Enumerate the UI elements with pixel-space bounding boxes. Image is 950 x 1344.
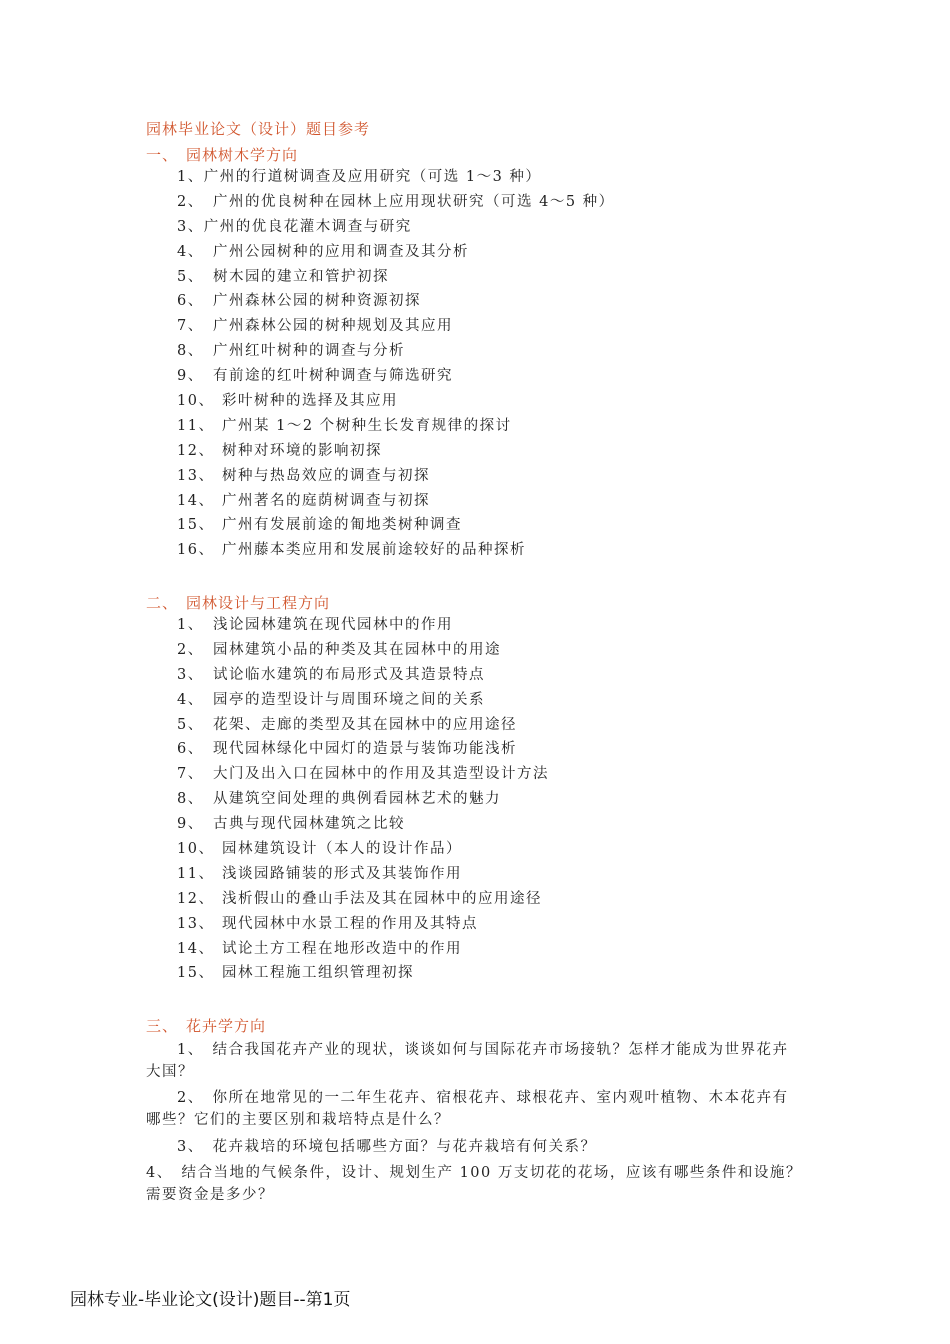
list-item: 4、 广州公园树种的应用和调查及其分析 (177, 243, 469, 260)
page-footer: 园林专业-毕业论文(设计)题目--第1页 (70, 1290, 351, 1310)
section-number: 三、 (146, 1017, 179, 1035)
section-title: 园林树木学方向 (186, 146, 299, 164)
list-item: 5、 树木园的建立和管护初探 (177, 268, 389, 285)
list-item: 13、 现代园林中水景工程的作用及其特点 (177, 915, 478, 932)
section-heading (146, 592, 330, 613)
section-heading (146, 144, 298, 165)
topic-list (177, 165, 615, 563)
list-item: 16、 广州藤本类应用和发展前途较好的品种探析 (177, 542, 526, 559)
list-item: 6、 广州森林公园的树种资源初探 (177, 293, 421, 310)
question-paragraph: 2、 你所在地常见的一二年生花卉、宿根花卉、球根花卉、室内观叶植物、木本花卉有哪些？它们的主要区别和栽培特点是什么？ (146, 1090, 789, 1128)
list-item: 7、 大门及出入口在园林中的作用及其造型设计方法 (177, 766, 549, 783)
list-item: 1、广州的行道树调查及应用研究（可选 1～3 种） (177, 169, 542, 185)
list-item: 12、 浅析假山的叠山手法及其在园林中的应用途径 (177, 890, 542, 907)
list-item: 6、 现代园林绿化中园灯的造景与装饰功能浅析 (177, 741, 517, 758)
section-title: 花卉学方向 (186, 1017, 267, 1035)
list-item: 3、广州的优良花灌木调查与研究 (177, 218, 412, 235)
section-number: 二、 (146, 594, 179, 612)
list-item: 13、 树种与热岛效应的调查与初探 (177, 467, 430, 484)
topic-list (177, 613, 549, 986)
list-item: 15、 园林工程施工组织管理初探 (177, 965, 414, 982)
question-paragraph: 3、 花卉栽培的环境包括哪些方面？与花卉栽培有何关系？ (177, 1139, 597, 1155)
list-item: 9、 有前途的红叶树种调查与筛选研究 (177, 368, 453, 385)
list-item: 10、 园林建筑设计（本人的设计作品） (177, 841, 462, 858)
list-item: 10、 彩叶树种的选择及其应用 (177, 393, 398, 410)
list-item: 14、 试论土方工程在地形改造中的作用 (177, 940, 462, 957)
list-item: 9、 古典与现代园林建筑之比较 (177, 816, 405, 833)
section-title: 园林设计与工程方向 (186, 594, 331, 612)
list-item: 3、 试论临水建筑的布局形式及其造景特点 (177, 666, 485, 683)
list-item: 15、 广州有发展前途的匍地类树种调查 (177, 517, 462, 534)
list-item: 8、 从建筑空间处理的典例看园林艺术的魅力 (177, 791, 501, 808)
list-item: 7、 广州森林公园的树种规划及其应用 (177, 318, 453, 335)
question-paragraph: 4、 结合当地的气候条件，设计、规划生产 100 万支切花的花场，应该有哪些条件和设施？需要资金是多少？ (146, 1165, 802, 1203)
list-item: 11、 浅谈园路铺装的形式及其装饰作用 (177, 865, 462, 882)
list-item: 11、 广州某 1～2 个树种生长发育规律的探讨 (177, 417, 512, 434)
section-number: 一、 (146, 146, 179, 164)
list-item: 5、 花架、走廊的类型及其在园林中的应用途径 (177, 716, 517, 733)
list-item: 8、 广州红叶树种的调查与分析 (177, 343, 405, 360)
list-item: 4、 园亭的造型设计与周围环境之间的关系 (177, 691, 485, 708)
document-title: 园林毕业论文（设计）题目参考 (146, 120, 371, 138)
section-heading (146, 1015, 266, 1036)
list-item: 2、 广州的优良树种在园林上应用现状研究（可选 4～5 种） (177, 193, 615, 210)
list-item: 1、 浅论园林建筑在现代园林中的作用 (177, 617, 453, 633)
list-item: 14、 广州著名的庭荫树调查与初探 (177, 492, 430, 509)
list-item: 12、 树种对环境的影响初探 (177, 442, 382, 459)
list-item: 2、 园林建筑小品的种类及其在园林中的用途 (177, 641, 501, 658)
question-paragraph: 1、 结合我国花卉产业的现状，谈谈如何与国际花卉市场接轨？怎样才能成为世界花卉大国？ (146, 1042, 789, 1080)
